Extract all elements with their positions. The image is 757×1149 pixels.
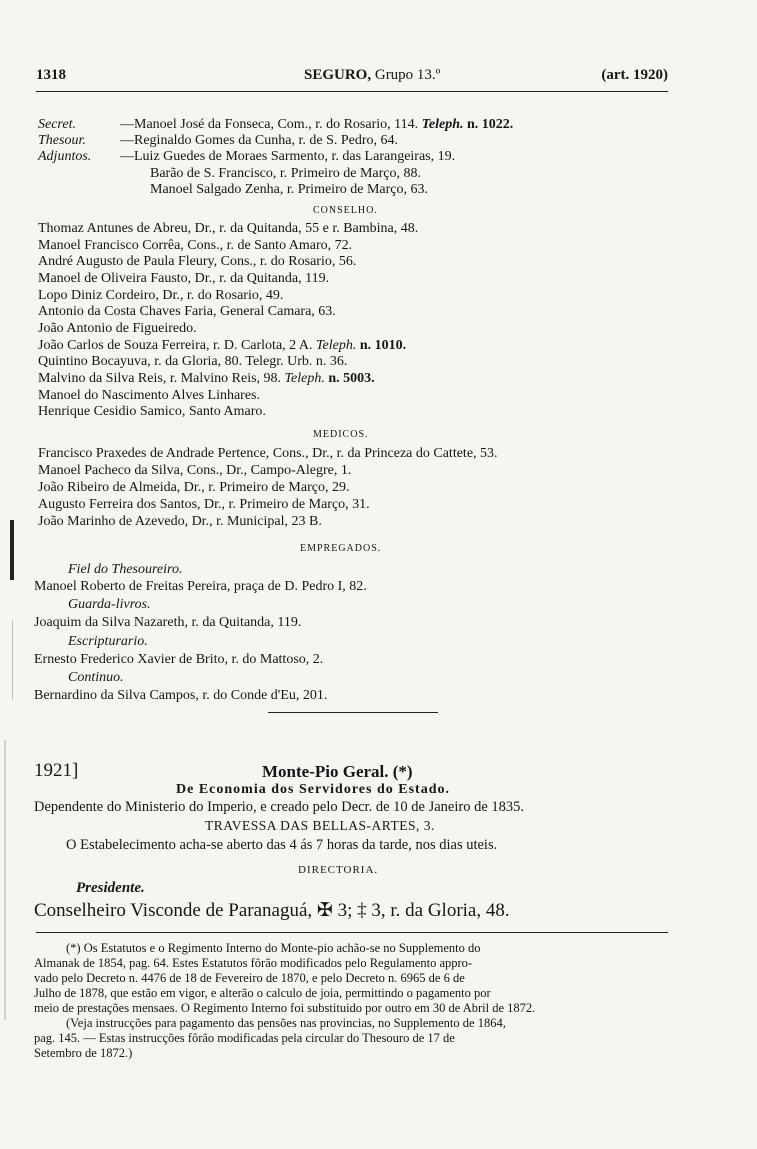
header-article: (art. 1920) xyxy=(601,67,668,83)
adjunto-entry: Manoel Salgado Zenha, r. Primeiro de Março, 63. xyxy=(150,182,428,197)
conselho-member: Thomaz Antunes de Abreu, Dr., r. da Quitanda, 55 e r. Bambina, 48. xyxy=(38,221,419,236)
employee-role: Fiel do Thesoureiro. xyxy=(68,562,183,577)
header-title xyxy=(304,67,440,84)
officer-entry xyxy=(120,117,513,133)
conselho-member xyxy=(38,371,375,387)
employee-role: Escripturario. xyxy=(68,634,148,649)
employee-entry: Ernesto Frederico Xavier de Brito, r. do Mattoso, 2. xyxy=(34,652,324,667)
medico-member: Manoel Pacheco da Silva, Cons., Dr., Campo-Alegre, 1. xyxy=(38,463,352,478)
footnote-line: (*) Os Estatutos e o Regimento Interno do Monte-pio achão-se no Supplemento do xyxy=(66,941,481,955)
officer-text: —Manoel José da Fonseca, Com., r. do Rosario, 114. xyxy=(120,117,419,132)
officer-label: Adjuntos. xyxy=(38,149,92,164)
conselho-member: João Antonio de Figueiredo. xyxy=(38,321,197,336)
employee-entry: Bernardino da Silva Campos, r. do Conde d'Eu, 201. xyxy=(34,688,328,703)
section-heading: EMPREGADOS. xyxy=(300,543,382,554)
employee-entry: Joaquim da Silva Nazareth, r. da Quitanda, 119. xyxy=(34,615,302,630)
scan-edge-marks xyxy=(0,0,30,1149)
phone-number: n. 1010. xyxy=(359,338,407,353)
adjunto-entry: Barão de S. Francisco, r. Primeiro de Março, 88. xyxy=(150,166,421,181)
conselho-member: Quintino Bocayuva, r. da Gloria, 80. Telegr. Urb. n. 36. xyxy=(38,354,348,369)
employee-role: Continuo. xyxy=(68,670,124,685)
conselho-member: Henrique Cesidio Samico, Santo Amaro. xyxy=(38,404,266,419)
employee-entry: Manoel Roberto de Freitas Pereira, praça de D. Pedro I, 82. xyxy=(34,579,367,594)
conselho-member xyxy=(38,338,406,354)
presidente-entry: Conselheiro Visconde de Paranaguá, ✠ 3; ‡ 3, r. da Gloria, 48. xyxy=(34,900,510,921)
entry-number: 1921] xyxy=(34,760,79,781)
footnote-line: meio de prestações mensaes. O Regimento Interno foi substituido por outro em 30 de Abril de 1872. xyxy=(34,1001,536,1015)
conselho-member: Lopo Diniz Cordeiro, Dr., r. do Rosario, 49. xyxy=(38,288,284,303)
officer-entry: —Luiz Guedes de Moraes Sarmento, r. das Larangeiras, 19. xyxy=(120,149,456,164)
running-header xyxy=(36,67,668,87)
member-text: João Carlos de Souza Ferreira, r. D. Carlota, 2 A. xyxy=(38,338,313,353)
officer-entry: —Reginaldo Gomes da Cunha, r. de S. Pedro, 64. xyxy=(120,133,399,148)
officer-label: Thesour. xyxy=(38,133,86,148)
page-number: 1318 xyxy=(36,67,66,83)
phone-label: Teleph. xyxy=(284,371,325,386)
employee-role: Guarda-livros. xyxy=(68,597,151,612)
officer-label: Secret. xyxy=(38,117,76,132)
footnote-line: Almanak de 1854, pag. 64. Estes Estatutos fôrão modificados pelo Regulamento appro- xyxy=(34,956,473,970)
footnote-line: vado pelo Decreto n. 4476 de 18 de Fevereiro de 1870, e pelo Decreto n. 6965 de 6 de xyxy=(34,971,465,985)
section-heading: CONSELHO. xyxy=(313,205,378,216)
phone-number: n. 5003. xyxy=(328,371,375,386)
medico-member: Francisco Praxedes de Andrade Pertence, Cons., Dr., r. da Princeza do Cattete, 53. xyxy=(38,446,498,461)
institution-title: Monte-Pio Geral. (*) xyxy=(262,762,413,781)
phone-label: Teleph. xyxy=(421,117,464,132)
phone-number: n. 1022. xyxy=(467,117,514,132)
footnote-line: Setembro de 1872.) xyxy=(34,1046,133,1060)
footnote-rule xyxy=(36,932,668,933)
address-line: TRAVESSA DAS BELLAS-ARTES, 3. xyxy=(205,818,435,833)
institution-subtitle: De Economia dos Servidores do Estado. xyxy=(176,782,450,797)
footnote-line: pag. 145. — Estas instrucções fôrão modificadas pela circular do Thesouro de 17 de xyxy=(34,1031,455,1045)
dependency-line: Dependente do Ministerio do Imperio, e creado pelo Decr. de 10 de Janeiro de 1835. xyxy=(34,799,525,815)
medico-member: João Marinho de Azevedo, Dr., r. Municipal, 23 B. xyxy=(38,514,322,529)
binding-mark xyxy=(10,520,14,580)
conselho-member: Manoel do Nascimento Alves Linhares. xyxy=(38,388,261,403)
footnote-line: (Veja instrucções para pagamento das pensões nas provincias, no Supplemento de 1864, xyxy=(66,1016,506,1030)
header-rule xyxy=(36,91,668,92)
conselho-member: Antonio da Costa Chaves Faria, General Camara, 63. xyxy=(38,304,336,319)
margin-smudge xyxy=(12,620,13,700)
member-text: Malvino da Silva Reis, r. Malvino Reis, 98. xyxy=(38,371,282,386)
margin-smudge xyxy=(4,740,6,1020)
medico-member: Augusto Ferreira dos Santos, Dr., r. Primeiro de Março, 31. xyxy=(38,497,370,512)
conselho-member: Manoel Francisco Corrêa, Cons., r. de Santo Amaro, 72. xyxy=(38,238,353,253)
header-section: SEGURO, xyxy=(304,67,372,83)
section-heading: DIRECTORIA. xyxy=(298,864,379,876)
presidente-label: Presidente. xyxy=(76,880,145,896)
footnote-line: Julho de 1878, que estão em vigor, e alterão o calculo de joia, permittindo o pagamento por xyxy=(34,986,491,1000)
section-heading: MEDICOS. xyxy=(313,429,369,440)
conselho-member: Manoel de Oliveira Fausto, Dr., r. da Quitanda, 119. xyxy=(38,271,330,286)
section-divider xyxy=(268,712,438,713)
medico-member: João Ribeiro de Almeida, Dr., r. Primeiro de Março, 29. xyxy=(38,480,350,495)
header-group: Grupo 13.º xyxy=(374,67,441,83)
conselho-member: André Augusto de Paula Fleury, Cons., r. do Rosario, 56. xyxy=(38,254,357,269)
phone-label: Teleph. xyxy=(316,338,357,353)
hours-line: O Estabelecimento acha-se aberto das 4 ás 7 horas da tarde, nos dias uteis. xyxy=(66,837,498,853)
